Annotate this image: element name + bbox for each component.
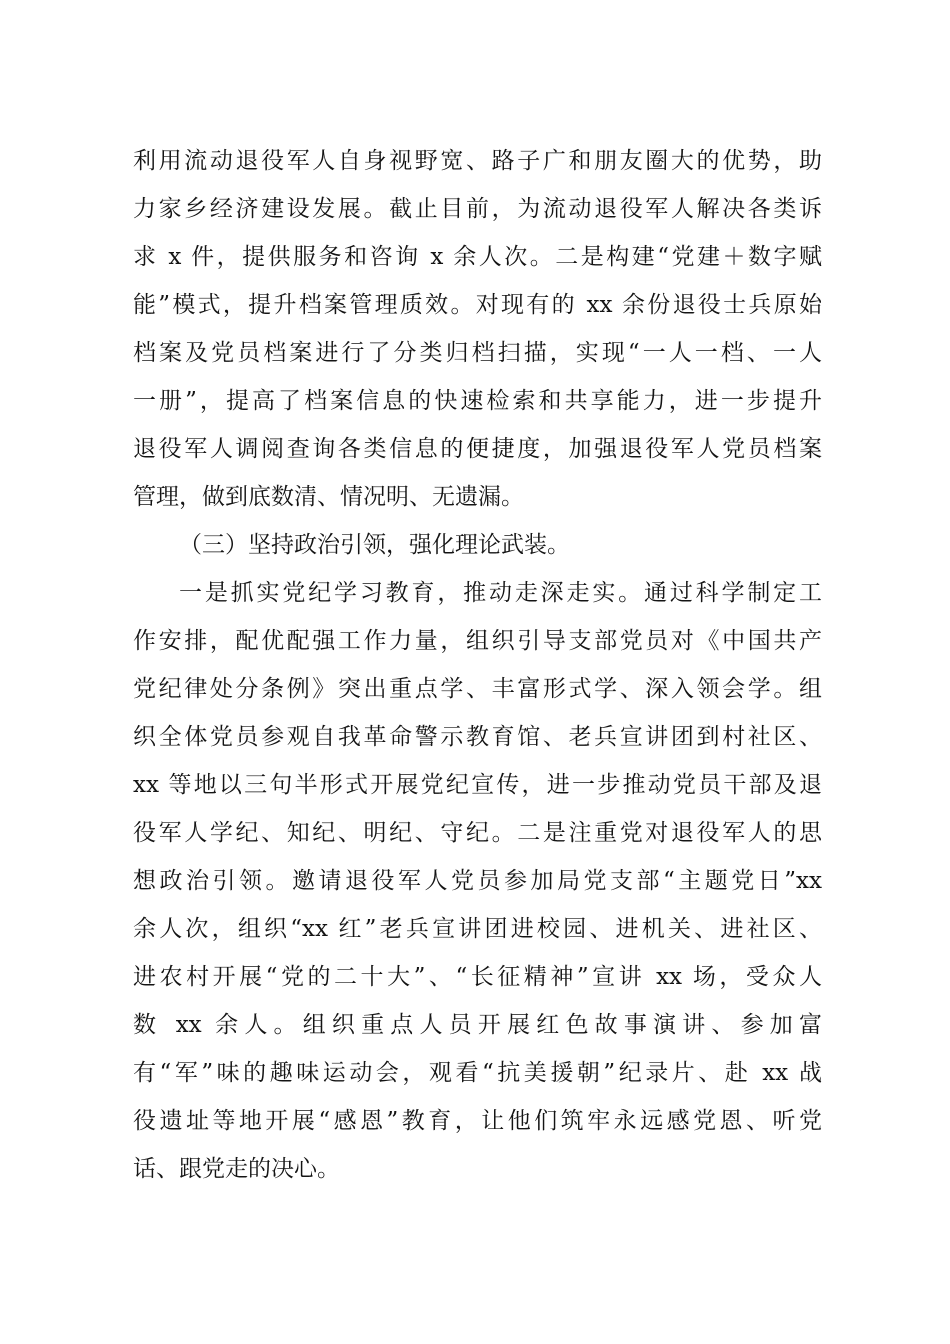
paragraph-1-line-4: 能”模式，提升档案管理质效。对现有的 xx 余份退役士兵原始 (133, 292, 822, 318)
paragraph-2-line-10: 数 xx 余人。组织重点人员开展红色故事演讲、参加富 (133, 1012, 822, 1038)
paragraph-2-line-8: 余人次，组织“xx 红”老兵宣讲团进校园、进机关、进社区、 (133, 916, 822, 942)
paragraph-2-line-2: 作安排，配优配强工作力量，组织引导支部党员对《中国共产 (133, 628, 822, 654)
paragraph-2-line-7: 想政治引领。邀请退役军人党员参加局党支部“主题党日”xx (133, 868, 822, 894)
paragraph-2-line-5: xx 等地以三句半形式开展党纪宣传，进一步推动党员干部及退 (133, 772, 822, 798)
paragraph-2-line-13: 话、跟党走的决心。 (133, 1156, 340, 1182)
paragraph-2-line-11: 有“军”味的趣味运动会，观看“抗美援朝”纪录片、赴 xx 战 (133, 1060, 822, 1086)
paragraph-1-line-1: 利用流动退役军人自身视野宽、路子广和朋友圈大的优势，助 (133, 148, 822, 174)
paragraph-1-line-3: 求 x 件，提供服务和咨询 x 余人次。二是构建“党建＋数字赋 (133, 244, 822, 270)
paragraph-2-line-6: 役军人学纪、知纪、明纪、守纪。二是注重党对退役军人的思 (133, 820, 822, 846)
paragraph-1-line-2: 力家乡经济建设发展。截止目前，为流动退役军人解决各类诉 (133, 196, 822, 222)
paragraph-1-line-8: 管理，做到底数清、情况明、无遗漏。 (133, 484, 524, 510)
paragraph-2-line-1: 一是抓实党纪学习教育，推动走深走实。通过科学制定工 (179, 580, 822, 606)
paragraph-2-line-4: 织全体党员参观自我革命警示教育馆、老兵宣讲团到村社区、 (133, 724, 822, 750)
paragraph-1-line-6: 一册”，提高了档案信息的快速检索和共享能力，进一步提升 (133, 388, 822, 414)
paragraph-1-line-5: 档案及党员档案进行了分类归档扫描，实现“一人一档、一人 (133, 340, 822, 366)
paragraph-2-line-9: 进农村开展“党的二十大”、“长征精神”宣讲 xx 场，受众人 (133, 964, 822, 990)
paragraph-2-line-12: 役遗址等地开展“感恩”教育，让他们筑牢永远感党恩、听党 (133, 1108, 822, 1134)
paragraph-2-line-3: 党纪律处分条例》突出重点学、丰富形式学、深入领会学。组 (133, 676, 822, 702)
paragraph-1-line-7: 退役军人调阅查询各类信息的便捷度，加强退役军人党员档案 (133, 436, 822, 462)
section-heading: （三）坚持政治引领，强化理论武装。 (179, 532, 570, 558)
